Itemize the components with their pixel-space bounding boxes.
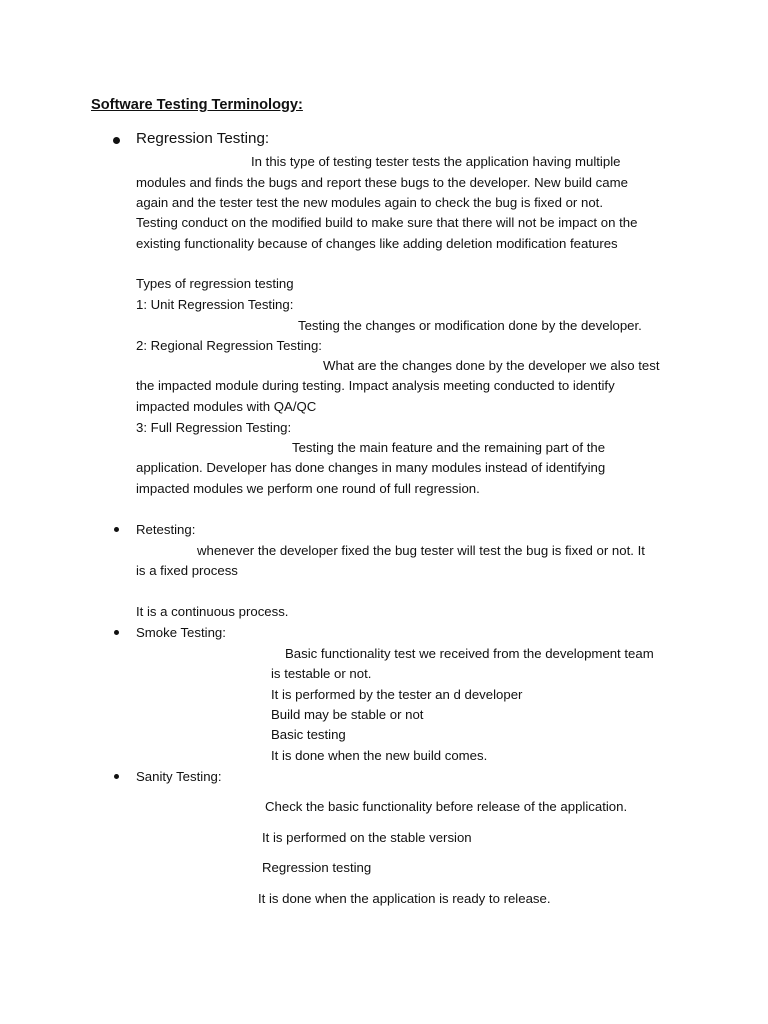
types-heading: Types of regression testing	[136, 276, 294, 291]
bullet-icon	[114, 774, 119, 779]
unit-regression-desc: Testing the changes or modification done by the developer.	[298, 318, 642, 333]
retesting-desc: is a fixed process	[136, 563, 238, 578]
sanity-line: It is done when the application is ready to release.	[258, 891, 551, 906]
sanity-heading: Sanity Testing:	[136, 769, 222, 784]
bullet-icon	[113, 137, 120, 144]
regression-para-line: again and the tester test the new modules again to check the bug is fixed or not.	[136, 195, 603, 210]
sanity-line: Check the basic functionality before release of the application.	[265, 799, 628, 814]
smoke-heading: Smoke Testing:	[136, 625, 226, 640]
smoke-line: is testable or not.	[271, 666, 372, 681]
page-title: Software Testing Terminology:	[91, 97, 303, 113]
smoke-line: It is performed by the tester an d developer	[271, 687, 523, 702]
bullet-icon	[114, 630, 119, 635]
smoke-line: Build may be stable or not	[271, 707, 424, 722]
full-regression-desc: impacted modules we perform one round of full regression.	[136, 481, 480, 496]
regression-para-line: existing functionality because of changes like adding deletion modification features	[136, 236, 618, 251]
unit-regression-heading: 1: Unit Regression Testing:	[136, 297, 294, 312]
regression-para-line: Testing conduct on the modified build to make sure that there will not be impact on the	[136, 215, 638, 230]
regional-regression-heading: 2: Regional Regression Testing:	[136, 338, 322, 353]
regional-regression-desc: What are the changes done by the developer we also test	[323, 358, 660, 373]
full-regression-heading: 3: Full Regression Testing:	[136, 420, 292, 435]
sanity-line: Regression testing	[262, 860, 372, 875]
smoke-line: Basic testing	[271, 727, 346, 742]
smoke-line: Basic functionality test we received from the development team	[285, 646, 654, 661]
sanity-line: It is performed on the stable version	[262, 830, 472, 845]
regression-para-line: In this type of testing tester tests the application having multiple	[251, 154, 621, 169]
full-regression-desc: Testing the main feature and the remaining part of the	[292, 440, 606, 455]
retesting-desc: whenever the developer fixed the bug tester will test the bug is fixed or not. It	[197, 543, 645, 558]
regression-para-line: modules and finds the bugs and report these bugs to the developer. New build came	[136, 175, 628, 190]
smoke-line: It is done when the new build comes.	[271, 748, 488, 763]
regression-heading: Regression Testing:	[136, 130, 270, 147]
retesting-heading: Retesting:	[136, 522, 196, 537]
continuous-process-text: It is a continuous process.	[136, 604, 289, 619]
bullet-icon	[114, 527, 119, 532]
regional-regression-desc: impacted modules with QA/QC	[136, 399, 317, 414]
regional-regression-desc: the impacted module during testing. Impact analysis meeting conducted to identify	[136, 378, 615, 393]
full-regression-desc: application. Developer has done changes in many modules instead of identifying	[136, 460, 606, 475]
